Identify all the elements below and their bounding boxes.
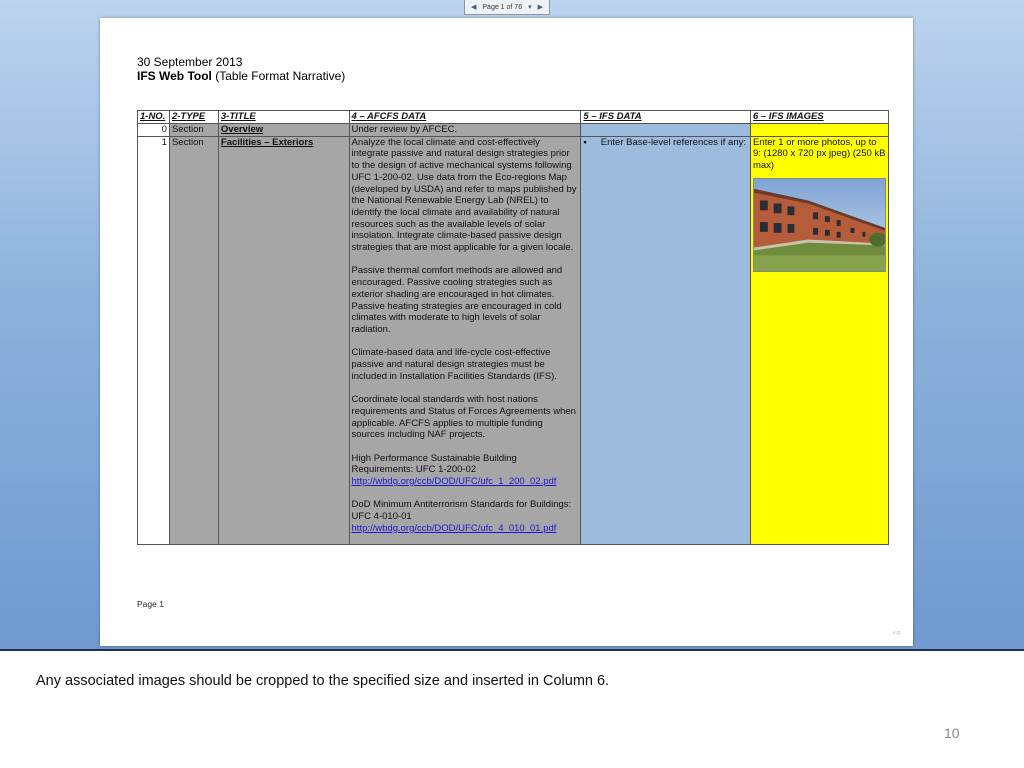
next-arrow-icon[interactable]: ⇨ <box>893 628 902 639</box>
table-row <box>138 124 889 137</box>
header-afcfs-data: 4 – AFCFS DATA <box>349 111 581 124</box>
page-footer: Page 1 <box>137 599 164 609</box>
cell-type: Section <box>169 124 218 137</box>
images-instructions: Enter 1 or more photos, up to 9: (1280 x 720 px jpeg) (250 kB max) <box>752 136 886 172</box>
header-type: 2-TYPE <box>169 111 218 124</box>
document-page <box>100 18 913 646</box>
reference-text: High Performance Sustainable Building Requirements: UFC 1-200-02 <box>351 452 517 476</box>
reference-link[interactable]: http://wbdg.org/ccb/DOD/UFC/ufc_1_200_02.pdf <box>351 476 557 488</box>
cell-type: Section <box>169 136 218 544</box>
header-no: 1-NO. <box>138 111 170 124</box>
document-date: 30 September 2013 <box>137 55 243 69</box>
reference-ufc-4-010-01 <box>352 499 579 534</box>
ifs-bullet-item <box>583 137 748 149</box>
header-ifs-images: 6 – IFS IMAGES <box>750 111 888 124</box>
cell-afcfs-data <box>349 136 581 544</box>
table-row <box>138 136 889 544</box>
reference-text: DoD Minimum Antiterrorism Standards for Buildings: UFC 4-010-01 <box>351 499 572 523</box>
document-title <box>137 69 345 83</box>
cell-ifs-images <box>750 136 888 544</box>
cell-afcfs-data: Under review by AFCEC. <box>349 124 581 137</box>
page-indicator: Page 1 of 76 <box>482 3 523 11</box>
afcfs-paragraph: Climate-based data and life-cycle cost-effective passive and natural design strategies must be included in Installation Facilities Standards (IFS). <box>351 347 557 382</box>
header-ifs-data: 5 – IFS DATA <box>581 111 751 124</box>
header-title: 3-TITLE <box>218 111 349 124</box>
bullet-icon: ▪ <box>583 136 587 148</box>
cell-ifs-data <box>581 136 751 544</box>
narrative-table <box>137 110 889 545</box>
cell-title: Overview <box>218 124 349 137</box>
page-navigator[interactable] <box>464 0 550 15</box>
cell-title: Facilities – Exteriors <box>218 136 349 544</box>
prev-page-icon[interactable]: ◀ <box>471 4 477 11</box>
next-page-icon[interactable]: ▶ <box>537 4 543 11</box>
slide-divider <box>0 649 1024 651</box>
reference-link[interactable]: http://wbdg.org/ccb/DOD/UFC/ufc_4_010_01.pdf <box>351 522 557 534</box>
cell-ifs-data <box>581 124 751 137</box>
table-header-row <box>138 111 889 124</box>
building-photo <box>753 178 886 272</box>
reference-ufc-1-200-02 <box>352 453 579 488</box>
slide-number: 10 <box>944 725 960 741</box>
slide-caption: Any associated images should be cropped to the specified size and inserted in Column 6. <box>36 673 610 689</box>
cell-ifs-images <box>750 124 888 137</box>
page-dropdown-icon[interactable]: ▾ <box>528 4 532 11</box>
afcfs-paragraph: Analyze the local climate and cost-effectively integrate passive and natural design strategies prior to the design of active mechanical systems following UFC 1-200-02. Use data from the Eco-regions Map (developed by USDA) and refer to maps published by the National Renewable Energy Lab (NREL) to identify the local climate and availability of natural resources such as the available levels of solar insolation. Integrate climate-based passive design strategies that are most applicable for a given locale. <box>351 136 577 254</box>
cell-no: 0 <box>138 124 170 137</box>
cell-no: 1 <box>138 136 170 544</box>
afcfs-paragraph: Coordinate local standards with host nations requirements and Status of Forces Agreements when applicable. AFCFS applies to multiple funding sources including NAF projects. <box>351 394 576 441</box>
document-title-rest: (Table Format Narrative) <box>211 69 346 83</box>
ifs-bullet-text: Enter Base-level references if any: <box>600 136 746 148</box>
document-title-bold: IFS Web Tool <box>137 69 212 83</box>
afcfs-paragraph: Passive thermal comfort methods are allowed and encouraged. Passive cooling strategies such as exterior shading are encouraged in hot climates. Passive heating strategies are encouraged in cold climates with moderate to high levels of solar radiation. <box>351 265 563 335</box>
